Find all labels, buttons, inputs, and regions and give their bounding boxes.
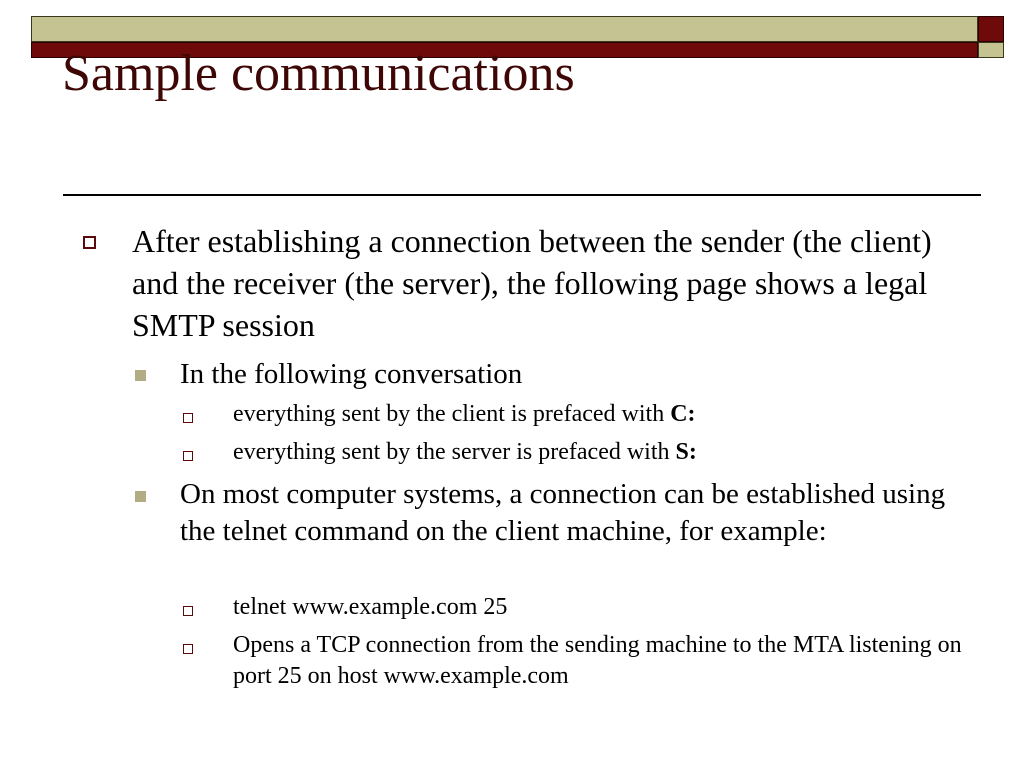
bullet-text: telnet www.example.com 25 <box>233 594 508 620</box>
hollow-square-bullet-icon <box>183 451 193 461</box>
bullet-text: everything sent by the server is prefaced with <box>233 439 676 465</box>
bullet-item-level3 <box>233 592 973 623</box>
header-square-red <box>978 16 1004 42</box>
bullet-item-level3 <box>233 630 973 692</box>
bullet-text: Opens a TCP connection from the sending machine to the MTA listening on port 25 on host www.example.com <box>233 632 962 689</box>
hollow-square-bullet-icon <box>83 236 96 249</box>
bullet-text: On most computer systems, a connection can be established using the telnet command on the client machine, for example: <box>180 478 946 547</box>
bullet-text: In the following conversation <box>180 358 523 390</box>
bullet-item-level2 <box>180 356 960 393</box>
prefix-code: C: <box>670 401 696 427</box>
bullet-item-level1 <box>132 220 962 346</box>
filled-square-bullet-icon <box>135 491 146 502</box>
slide-title: Sample communications <box>62 45 575 102</box>
bullet-text: After establishing a connection between the sender (the client) and the receiver (the server), the following page shows a legal SMTP session <box>132 223 932 343</box>
header-square-olive <box>978 42 1004 58</box>
hollow-square-bullet-icon <box>183 413 193 423</box>
bullet-text: everything sent by the client is prefaced with <box>233 401 671 427</box>
header-bar-olive <box>31 16 978 42</box>
bullet-item-level2 <box>180 476 960 550</box>
bullet-item-level3 <box>233 437 973 468</box>
prefix-code: S: <box>675 439 697 465</box>
hollow-square-bullet-icon <box>183 644 193 654</box>
title-divider <box>63 194 981 196</box>
filled-square-bullet-icon <box>135 370 146 381</box>
hollow-square-bullet-icon <box>183 606 193 616</box>
bullet-item-level3 <box>233 399 973 430</box>
